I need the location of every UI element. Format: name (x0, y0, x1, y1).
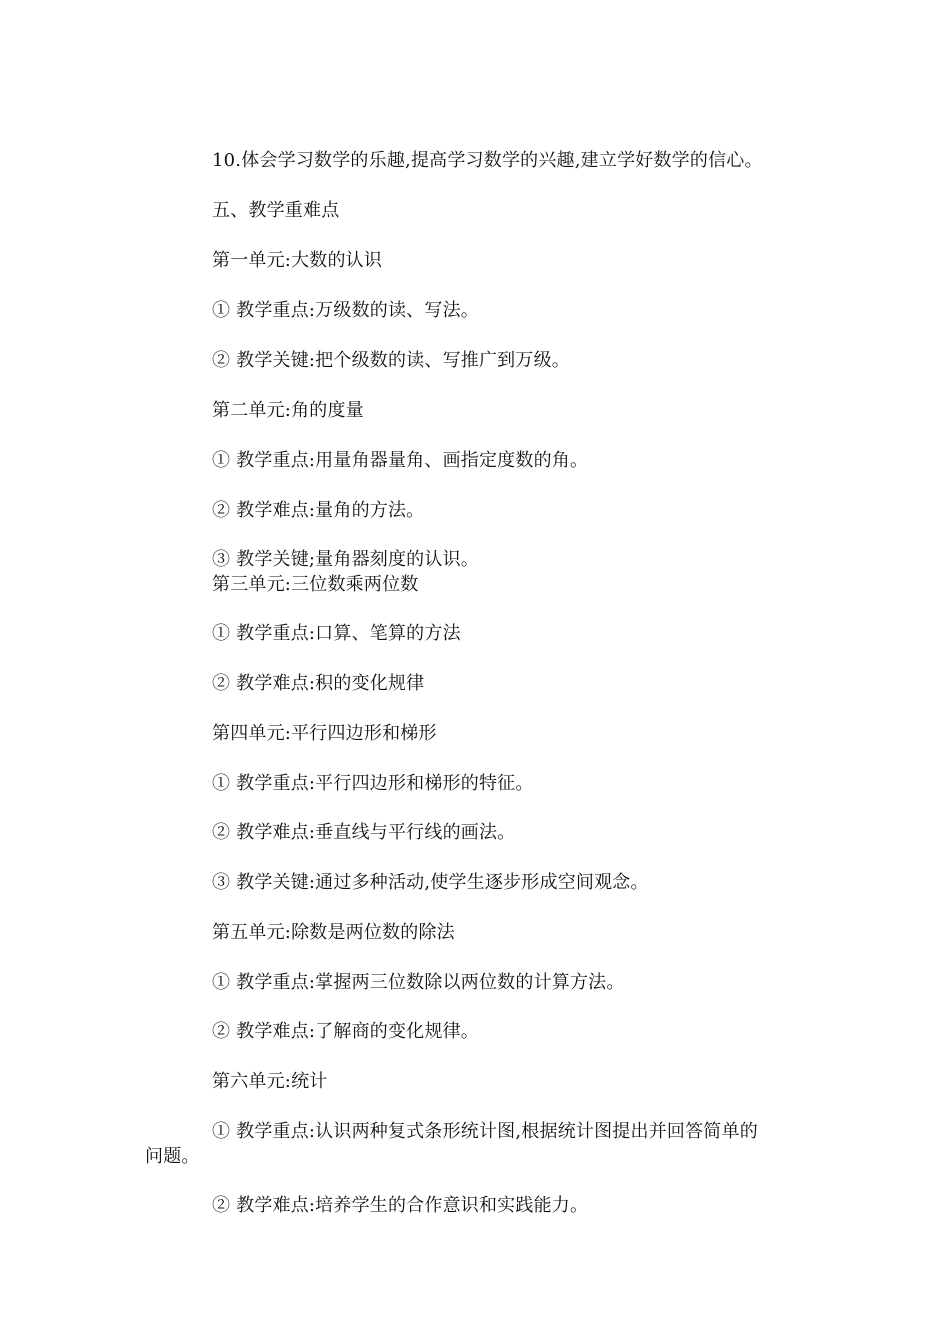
unit-heading-2: 第二单元:角的度量 (212, 400, 364, 421)
unit-5-point-1: ① 教学重点:掌握两三位数除以两位数的计算方法。 (212, 972, 625, 993)
unit-1-point-2: ② 教学关键:把个级数的读、写推广到万级。 (212, 350, 570, 371)
unit-4-point-1: ① 教学重点:平行四边形和梯形的特征。 (212, 773, 534, 794)
unit-3-point-1: ① 教学重点:口算、笔算的方法 (212, 623, 461, 644)
paragraph-goal-10: 10.体会学习数学的乐趣,提高学习数学的兴趣,建立学好数学的信心。 (212, 150, 763, 171)
unit-4-point-3: ③ 教学关键:通过多种活动,使学生逐步形成空间观念。 (212, 872, 649, 893)
unit-3-point-2: ② 教学难点:积的变化规律 (212, 673, 425, 694)
unit-5-point-2: ② 教学难点:了解商的变化规律。 (212, 1021, 479, 1042)
unit-heading-5: 第五单元:除数是两位数的除法 (212, 922, 455, 943)
unit-4-point-2: ② 教学难点:垂直线与平行线的画法。 (212, 822, 516, 843)
unit-1-point-1: ① 教学重点:万级数的读、写法。 (212, 300, 479, 321)
section-heading-key-difficult-points: 五、教学重难点 (212, 200, 340, 221)
unit-heading-6: 第六单元:统计 (212, 1071, 328, 1092)
unit-2-point-3: ③ 教学关键;量角器刻度的认识。 (212, 549, 479, 570)
unit-heading-4: 第四单元:平行四边形和梯形 (212, 723, 437, 744)
unit-2-point-2: ② 教学难点:量角的方法。 (212, 500, 425, 521)
unit-6-point-2: ② 教学难点:培养学生的合作意识和实践能力。 (212, 1195, 589, 1216)
unit-heading-1: 第一单元:大数的认识 (212, 250, 383, 271)
unit-6-point-1: ① 教学重点:认识两种复式条形统计图,根据统计图提出并回答简单的 (212, 1121, 758, 1142)
unit-6-point-1-continued: 问题。 (145, 1146, 200, 1167)
unit-heading-3: 第三单元:三位数乘两位数 (212, 574, 419, 595)
unit-2-point-1: ① 教学重点:用量角器量角、画指定度数的角。 (212, 450, 589, 471)
